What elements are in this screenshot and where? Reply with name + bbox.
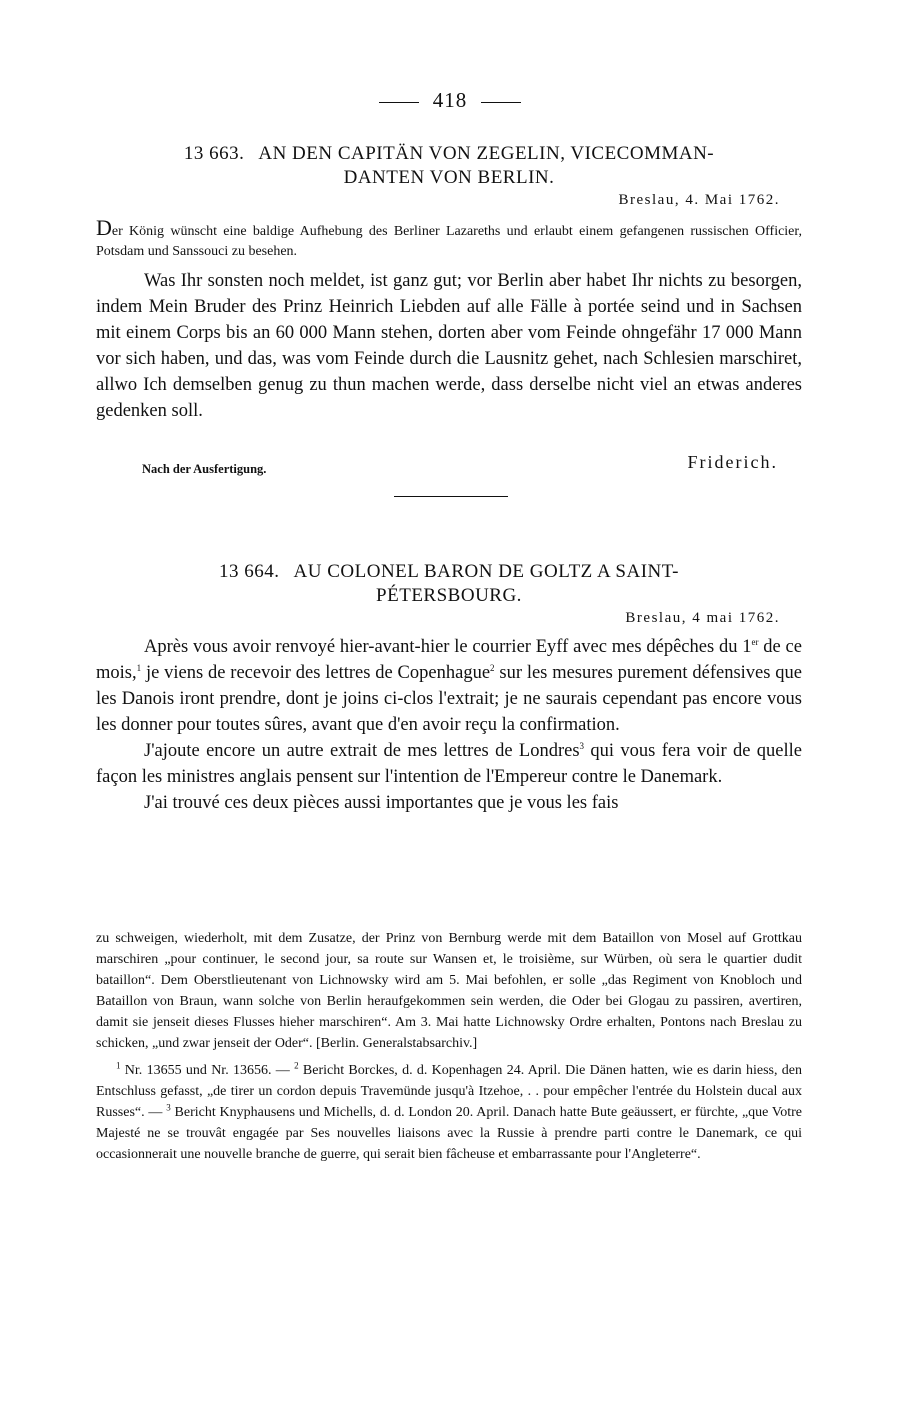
footnote-notes bbox=[96, 1060, 802, 1165]
page-number bbox=[0, 88, 900, 113]
letter2-p1-b: de ce mois, bbox=[96, 637, 802, 683]
footnote-ref-1: 1 bbox=[136, 662, 142, 673]
letter1-source-note: Nach der Ausfertigung. bbox=[142, 462, 267, 476]
letter2-paragraph3: J'ai trouvé ces deux pièces aussi importantes que je vous les fais bbox=[144, 793, 619, 813]
footnote-marker-2: 2 bbox=[294, 1060, 299, 1071]
letter2-p1-a: Après vous avoir renvoyé hier-avant-hier le courrier Eyff avec mes dépêches du 1 bbox=[144, 637, 752, 657]
page-number-dash-right bbox=[481, 102, 521, 103]
letter2-dateline: Breslau, 4 mai 1762. bbox=[625, 610, 780, 626]
footnote-2-text: Bericht Borckes, d. d. Kopenhagen 24. April. Die Dänen hatten, wie es darin hiess, den Entschluss gefasst, „de tirer un cordon depuis Travemünde jusqu'à Itzehoe, . . pour empêcher l'entrée du Holstein ducal aux Russes“. — bbox=[96, 1063, 802, 1120]
letter2-p2-b: qui vous fera voir de quelle façon les ministres anglais pensent sur l'intention de l'Empereur contre le Danemark. bbox=[96, 741, 802, 787]
letter1-signature: Friderich. bbox=[687, 452, 778, 472]
footnote-ref-3: 3 bbox=[579, 740, 585, 751]
letter1-heading bbox=[96, 142, 802, 190]
letter1-summary-initial: D bbox=[96, 215, 112, 240]
footnote-1-text: Nr. 13655 und Nr. 13656. — bbox=[120, 1063, 295, 1078]
letter2-p1-sup-er: er bbox=[751, 636, 759, 647]
footnote-marker-1: 1 bbox=[116, 1060, 121, 1071]
letter2-p1-d: sur les mesures purement défensives que les Danois iront prendre, dont je joins ci-clos l'extrait; je ne saurais cependant pas encore vous les donner pour toutes sûres, avant que d'en avoir reçu la confirmation. bbox=[96, 663, 802, 735]
letter2-heading bbox=[96, 560, 802, 608]
footnotes bbox=[96, 928, 802, 1165]
footnote-3-text: Bericht Knyphausens und Michells, d. d. London 20. April. Danach hatte Bute geäussert, er fürchte, „que Votre Majesté ne se trouvât engagée par Ses nouvelles liaisons avec la Russie à prendre parti contre le Danemark, ce qui occasionnerait une nouvelle branche de guerre, qui serait bien fâcheuse et embarrassante pour l'Angleterre“. bbox=[96, 1105, 802, 1162]
letter1-title-line2: DANTEN VON BERLIN. bbox=[343, 167, 555, 188]
letter-separator bbox=[394, 496, 508, 497]
letter2-paragraph1 bbox=[96, 634, 802, 738]
letter2-paragraph2 bbox=[96, 738, 802, 790]
letter1-dateline: Breslau, 4. Mai 1762. bbox=[618, 192, 780, 208]
footnote-marker-3: 3 bbox=[166, 1102, 171, 1113]
letter2-title-text1: AU COLONEL BARON DE GOLTZ A SAINT- bbox=[293, 561, 679, 582]
letter2-number: 13 664. bbox=[219, 561, 280, 582]
letter1-title-line1 bbox=[96, 142, 802, 166]
page-number-dash-left bbox=[379, 102, 419, 103]
footnote-continuation: zu schweigen, wiederholt, mit dem Zusatze, der Prinz von Bernburg werde mit dem Bataillon von Mosel auf Grottkau marschiren „pour continuer, le second jour, sa route sur Wansen et, le troisième, sur Würben, où sera le quartier dudit bataillon“. Dem Oberstlieutenant von Lichnowsky wird am 5. Mai befohlen, er solle „das Regiment von Knobloch und Bataillon von Braun, wann solche von Berlin heraufgekommen sein werden, die Oder bei Glogau zu passiren, avertiren, damit sie jenseit dieses Flusses hieher marschiren“. Am 3. Mai hatte Lichnowsky Ordre erhalten, Pontons nach Breslau zu schicken, „und zwar jenseit der Oder“. [Berlin. Generalstabsarchiv.] bbox=[96, 931, 802, 1051]
letter1-summary bbox=[96, 215, 802, 262]
footnote-ref-2: 2 bbox=[490, 662, 495, 673]
letter1-body-paragraph: Was Ihr sonsten noch meldet, ist ganz gut; vor Berlin aber habet Ihr nichts zu besorgen, indem Mein Bruder des Prinz Heinrich Liebden auf alle Fälle à portée seind und in Sachsen mit einem Corps bis an 60 000 Mann stehen, dorten aber vom Feinde ohngefähr 17 000 Mann vor sich haben, und das, was vom Feinde durch die Lausnitz gehet, nach Schlesien marschiret, allwo Ich demselben genug zu thun machen werde, dass derselbe nicht viel an etwas anderes gedenken soll. bbox=[96, 271, 802, 421]
letter1-title-text1: AN DEN CAPITÄN VON ZEGELIN, VICECOMMAN- bbox=[258, 143, 715, 164]
letter2-p1-c: je viens de recevoir des lettres de Copenhague bbox=[141, 663, 491, 683]
letter1-summary-text: er König wünscht eine baldige Aufhebung des Berliner Lazareths und erlaubt einem gefangenen russischen Officier, Potsdam und Sanssouci zu besehen. bbox=[96, 224, 802, 259]
letter2-title-line1 bbox=[96, 560, 802, 584]
page-number-text: 418 bbox=[432, 88, 468, 112]
letter2-body bbox=[96, 634, 802, 816]
letter1-body bbox=[96, 268, 802, 424]
letter2-p2-a: J'ajoute encore un autre extrait de mes lettres de Londres bbox=[144, 741, 580, 761]
letter2-title-line2: PÉTERSBOURG. bbox=[376, 585, 522, 606]
letter1-number: 13 663. bbox=[183, 143, 245, 164]
